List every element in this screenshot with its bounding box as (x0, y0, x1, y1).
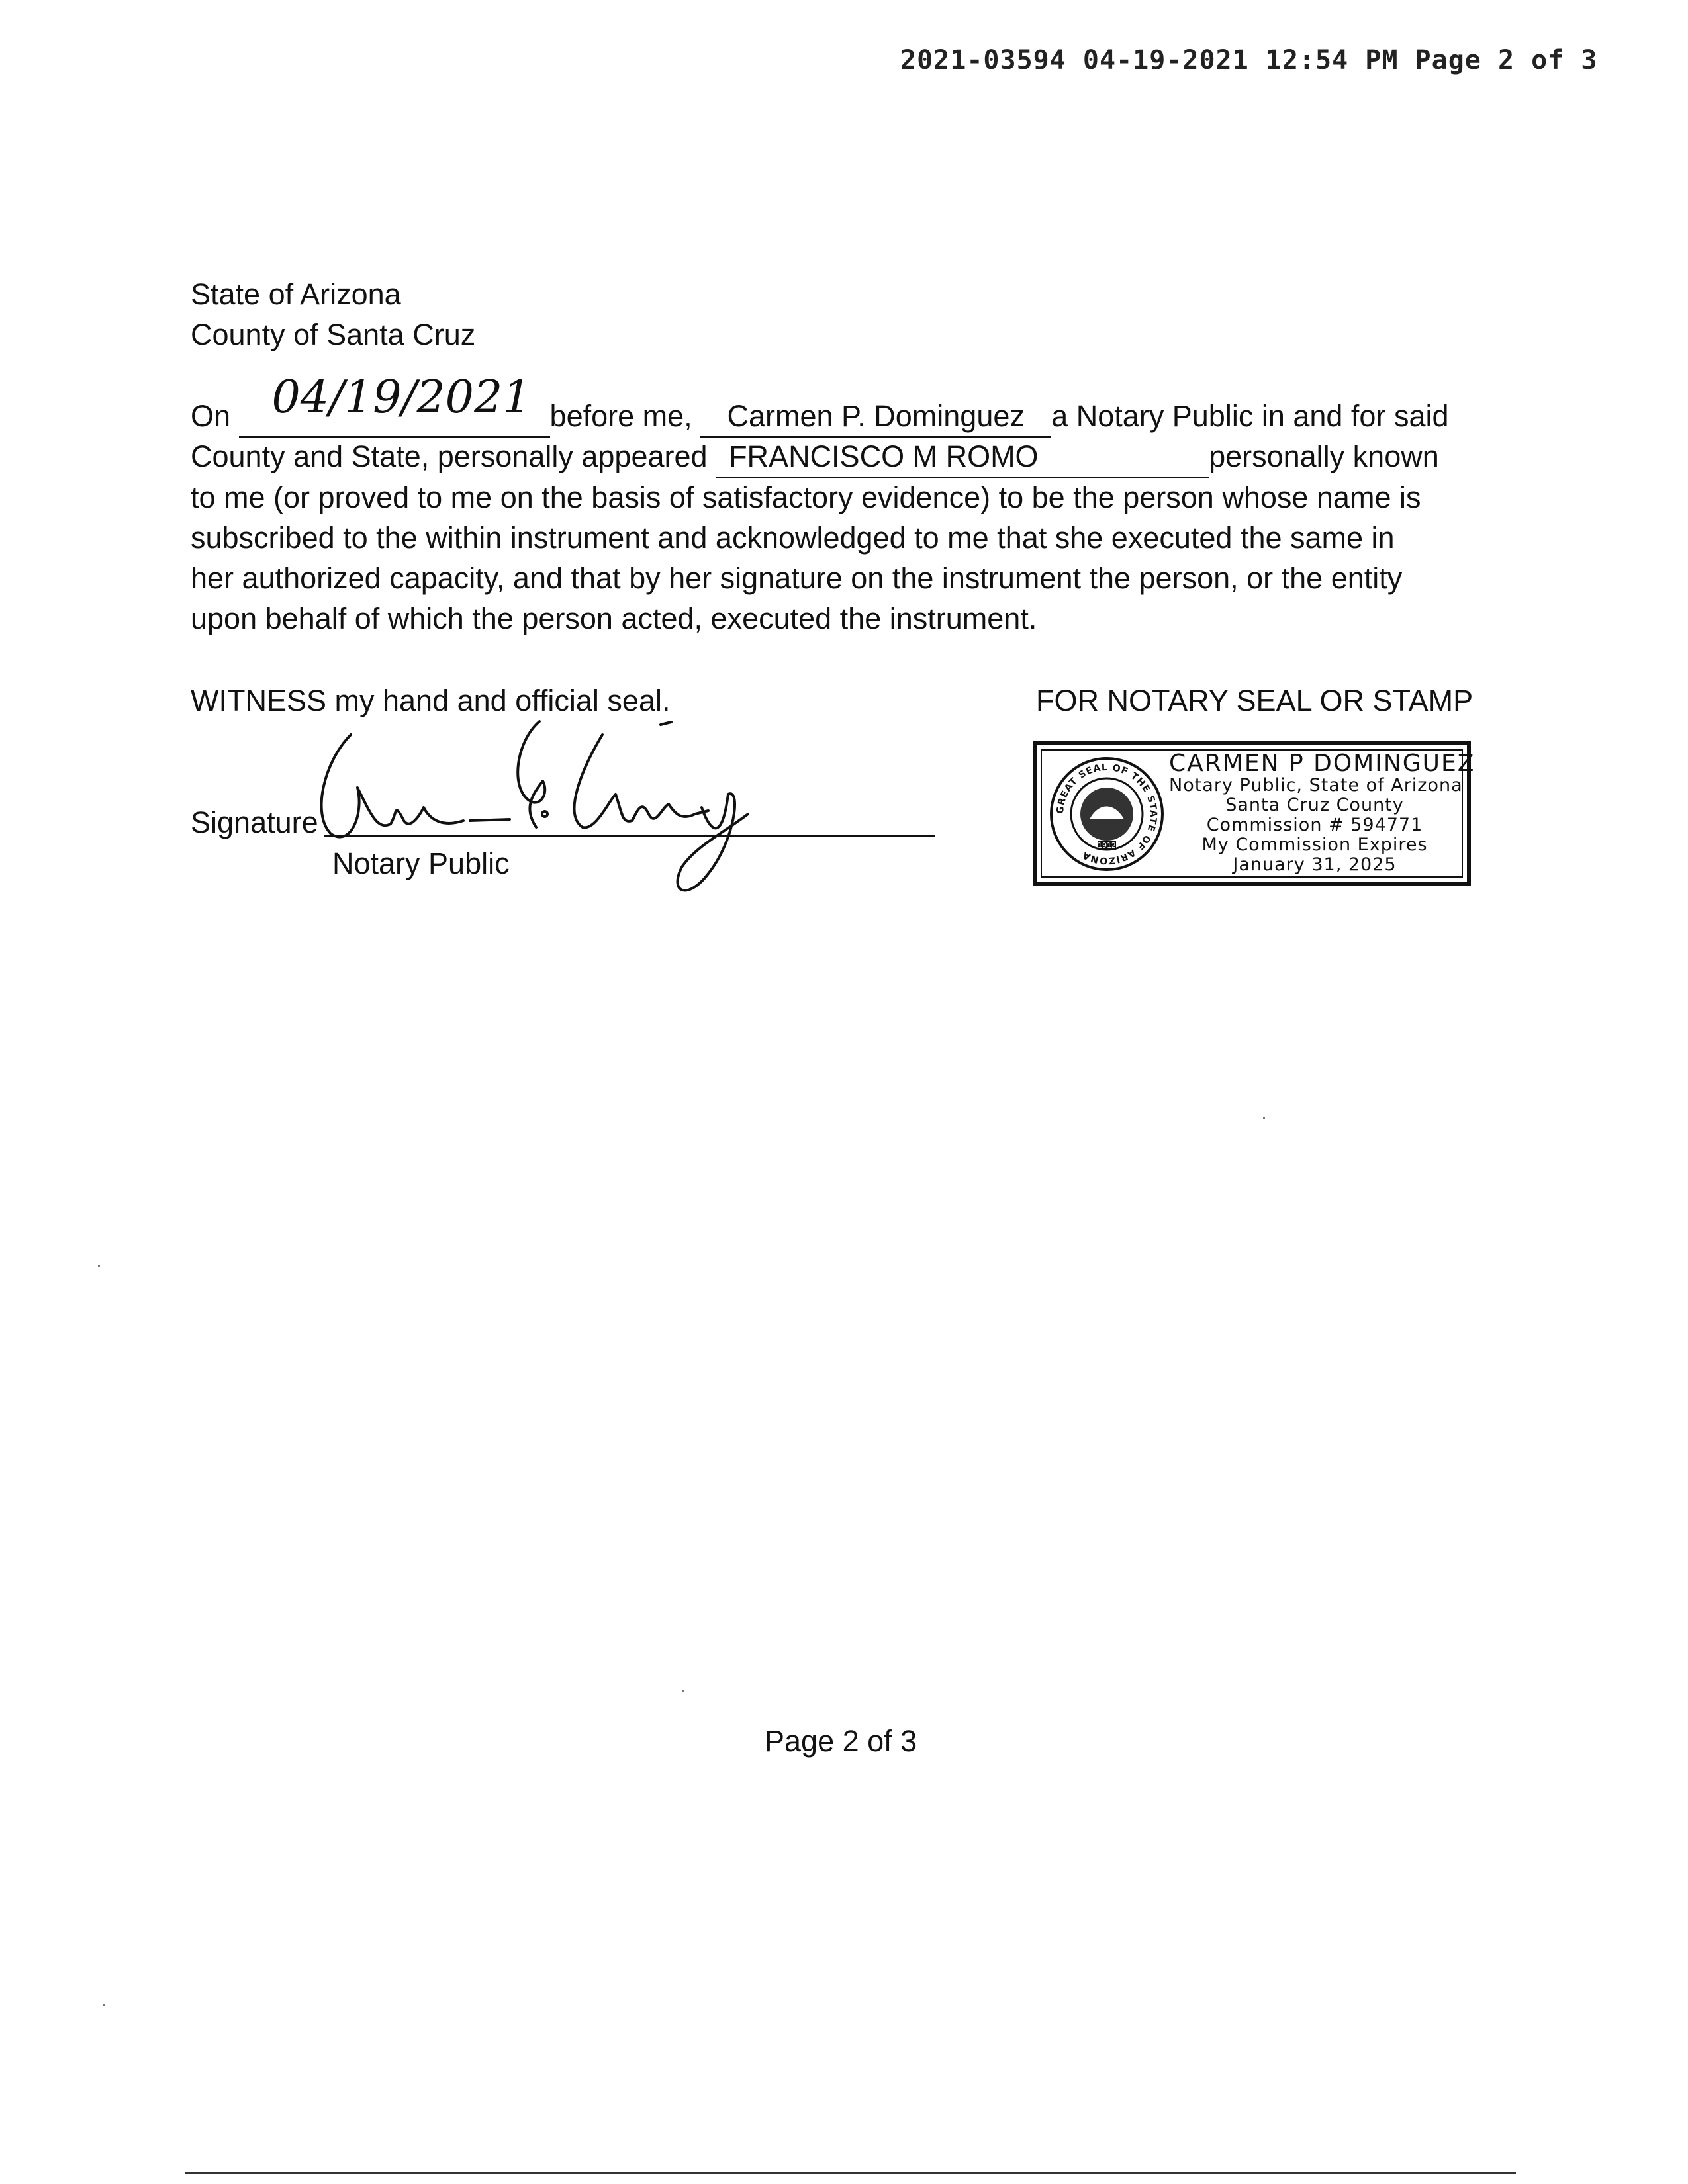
arizona-state-seal-icon (1049, 756, 1165, 872)
personally-known-text: personally known (1209, 439, 1439, 473)
venue-state: State of Arizona (191, 277, 401, 311)
stamp-text-block (1169, 750, 1476, 875)
stamp-line-5: January 31, 2025 (1233, 854, 1397, 875)
appearer-name-field: FRANCISCO M ROMO (716, 436, 1209, 478)
signer-title: Notary Public (332, 846, 510, 880)
scan-speck (103, 2004, 105, 2006)
signature-label: Signature (191, 805, 318, 839)
notary-stamp (1033, 741, 1476, 886)
scan-speck (98, 1265, 100, 1267)
notary-name-field: Carmen P. Dominguez (700, 396, 1051, 438)
stamp-line-1: Notary Public, State of Arizona (1169, 775, 1463, 796)
stamp-line-4: My Commission Expires (1201, 835, 1428, 855)
venue-county: County of Santa Cruz (191, 318, 476, 351)
handwritten-date: 04/19/2021 (271, 371, 532, 424)
stamp-notary-name: CARMEN P DOMINGUEZ (1169, 750, 1476, 777)
county-state-text: County and State, personally appeared (191, 439, 708, 473)
on-label: On (191, 399, 231, 433)
ack-line-4: subscribed to the within instrument and acknowledged to me that she executed the same in (191, 521, 1395, 555)
seal-ring-text: GREAT SEAL OF THE STATE OF ARIZONA (1055, 762, 1159, 866)
ack-line-2 (191, 436, 1439, 478)
ack-line-3: to me (or proved to me on the basis of satisfactory evidence) to be the person whose name is (191, 480, 1421, 514)
notary-public-text: a Notary Public in and for said (1051, 399, 1449, 433)
witness-text: WITNESS my hand and official seal. (191, 684, 671, 717)
seal-heading: FOR NOTARY SEAL OR STAMP (1036, 684, 1474, 717)
scan-speck (1263, 1117, 1265, 1119)
stamp-line-2: Santa Cruz County (1225, 795, 1404, 815)
scan-speck (682, 1690, 684, 1692)
date-field (239, 371, 550, 438)
ack-line-1 (191, 371, 1449, 438)
notary-signature-scrawl (311, 715, 814, 907)
stamp-line-3: Commission # 594771 (1206, 815, 1423, 835)
ack-line-6: upon behalf of which the person acted, executed the instrument. (191, 602, 1037, 635)
ack-line-5: her authorized capacity, and that by her signature on the instrument the person, or the entity (191, 561, 1403, 595)
seal-year: 1912 (1098, 841, 1116, 850)
svg-text:GREAT SEAL OF THE STATE OF ARI (1055, 762, 1158, 866)
page-number: Page 2 of 3 (765, 1724, 917, 1758)
before-me-text: before me, (549, 399, 692, 433)
footer-rule (185, 2172, 1516, 2174)
recording-stamp-header: 2021-03594 04-19-2021 12:54 PM Page 2 of 3 (900, 45, 1598, 75)
